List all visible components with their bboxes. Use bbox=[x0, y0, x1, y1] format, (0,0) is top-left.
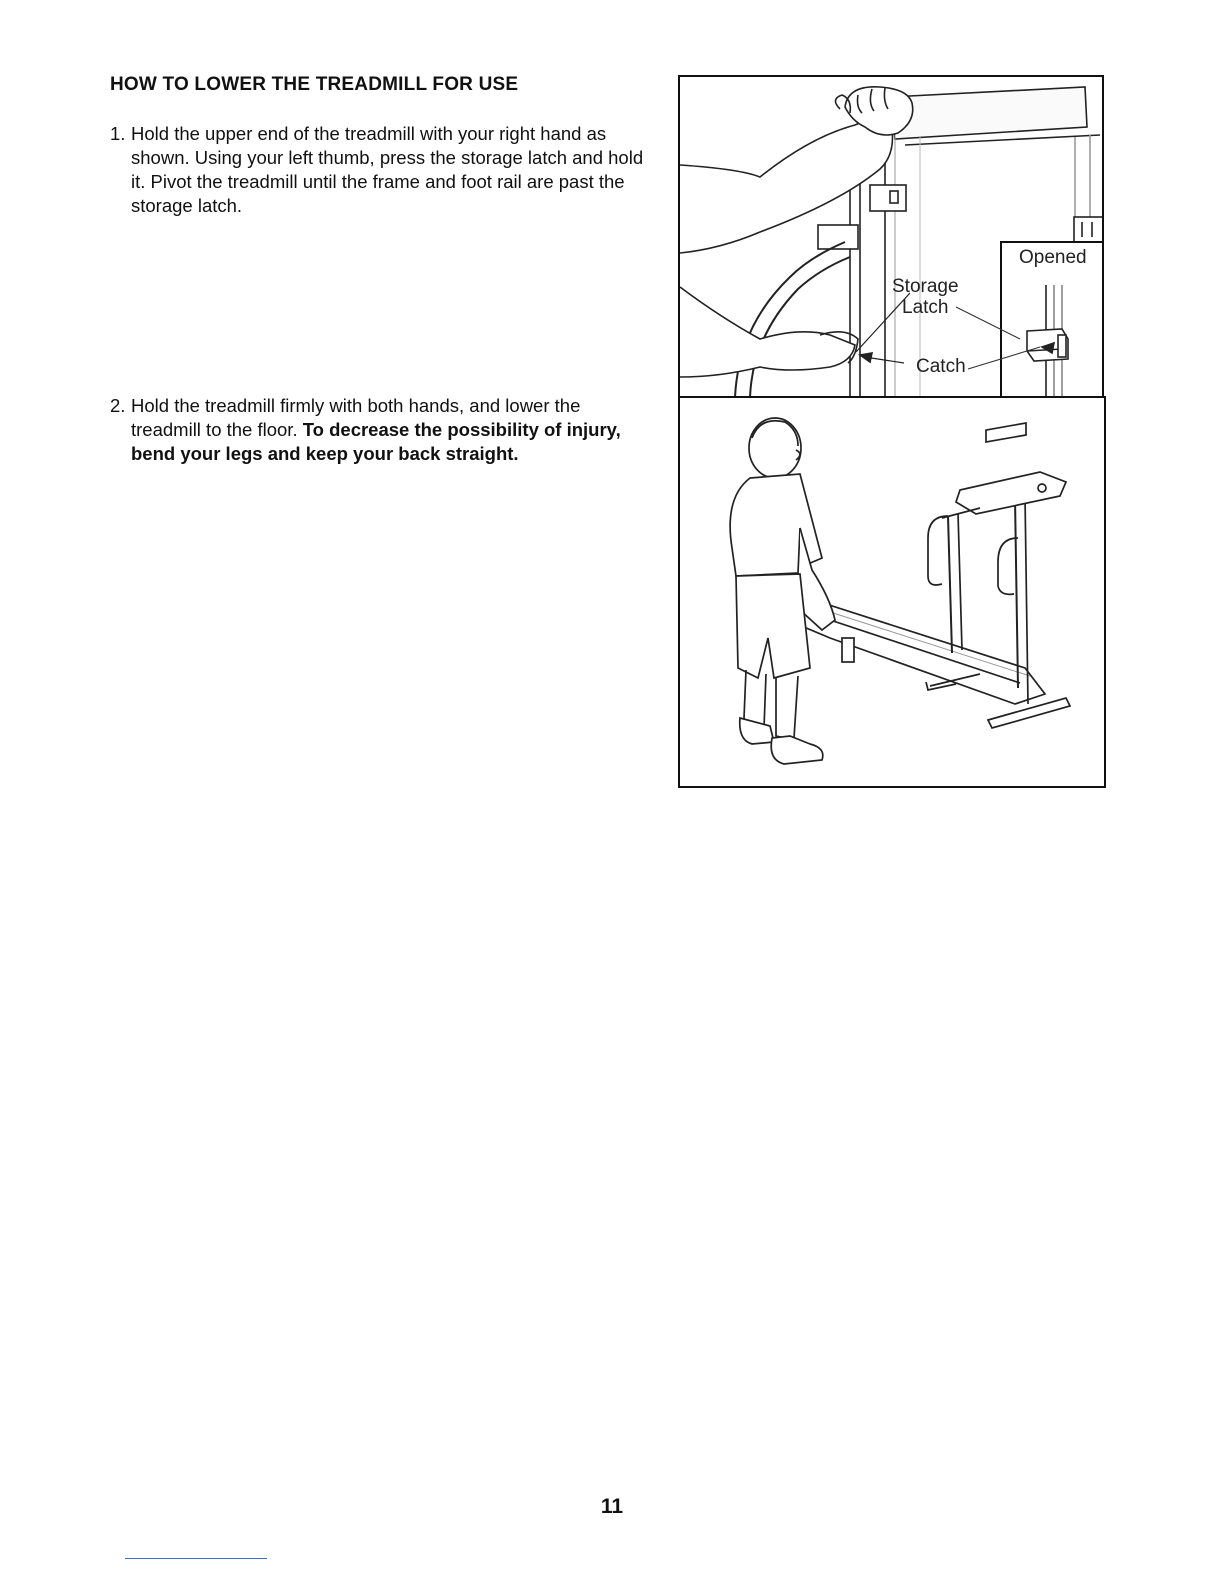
latch-illustration bbox=[678, 75, 1104, 396]
instruction-step-2 bbox=[110, 394, 650, 466]
step-body: Hold the upper end of the treadmill with your right hand as shown. Using your left thumb, press the storage latch and hold it. Pivot the treadmill until the frame and foot rail are past the storage latch. bbox=[131, 123, 644, 216]
page-number: 11 bbox=[600, 1495, 624, 1518]
opened-inset bbox=[1000, 241, 1104, 396]
instruction-step-1 bbox=[110, 122, 650, 218]
step-warning: To decrease the possibility of injury, bend your legs and keep your back straight. bbox=[131, 419, 621, 464]
footer-rule bbox=[125, 1558, 267, 1559]
lowering-illustration bbox=[678, 396, 1106, 788]
latch-label: Latch bbox=[902, 297, 949, 318]
step-number: 2. bbox=[110, 395, 126, 416]
opened-label: Opened bbox=[1019, 247, 1087, 268]
lowering-drawing bbox=[680, 398, 1106, 788]
step-text bbox=[131, 122, 650, 218]
catch-label: Catch bbox=[916, 356, 966, 377]
step-text bbox=[131, 394, 650, 466]
step-body: Hold the treadmill firmly with both hands, and lower the treadmill to the floor. bbox=[131, 395, 581, 440]
storage-label: Storage bbox=[892, 276, 959, 297]
step-number: 1. bbox=[110, 123, 126, 144]
section-heading: HOW TO LOWER THE TREADMILL FOR USE bbox=[110, 74, 519, 95]
